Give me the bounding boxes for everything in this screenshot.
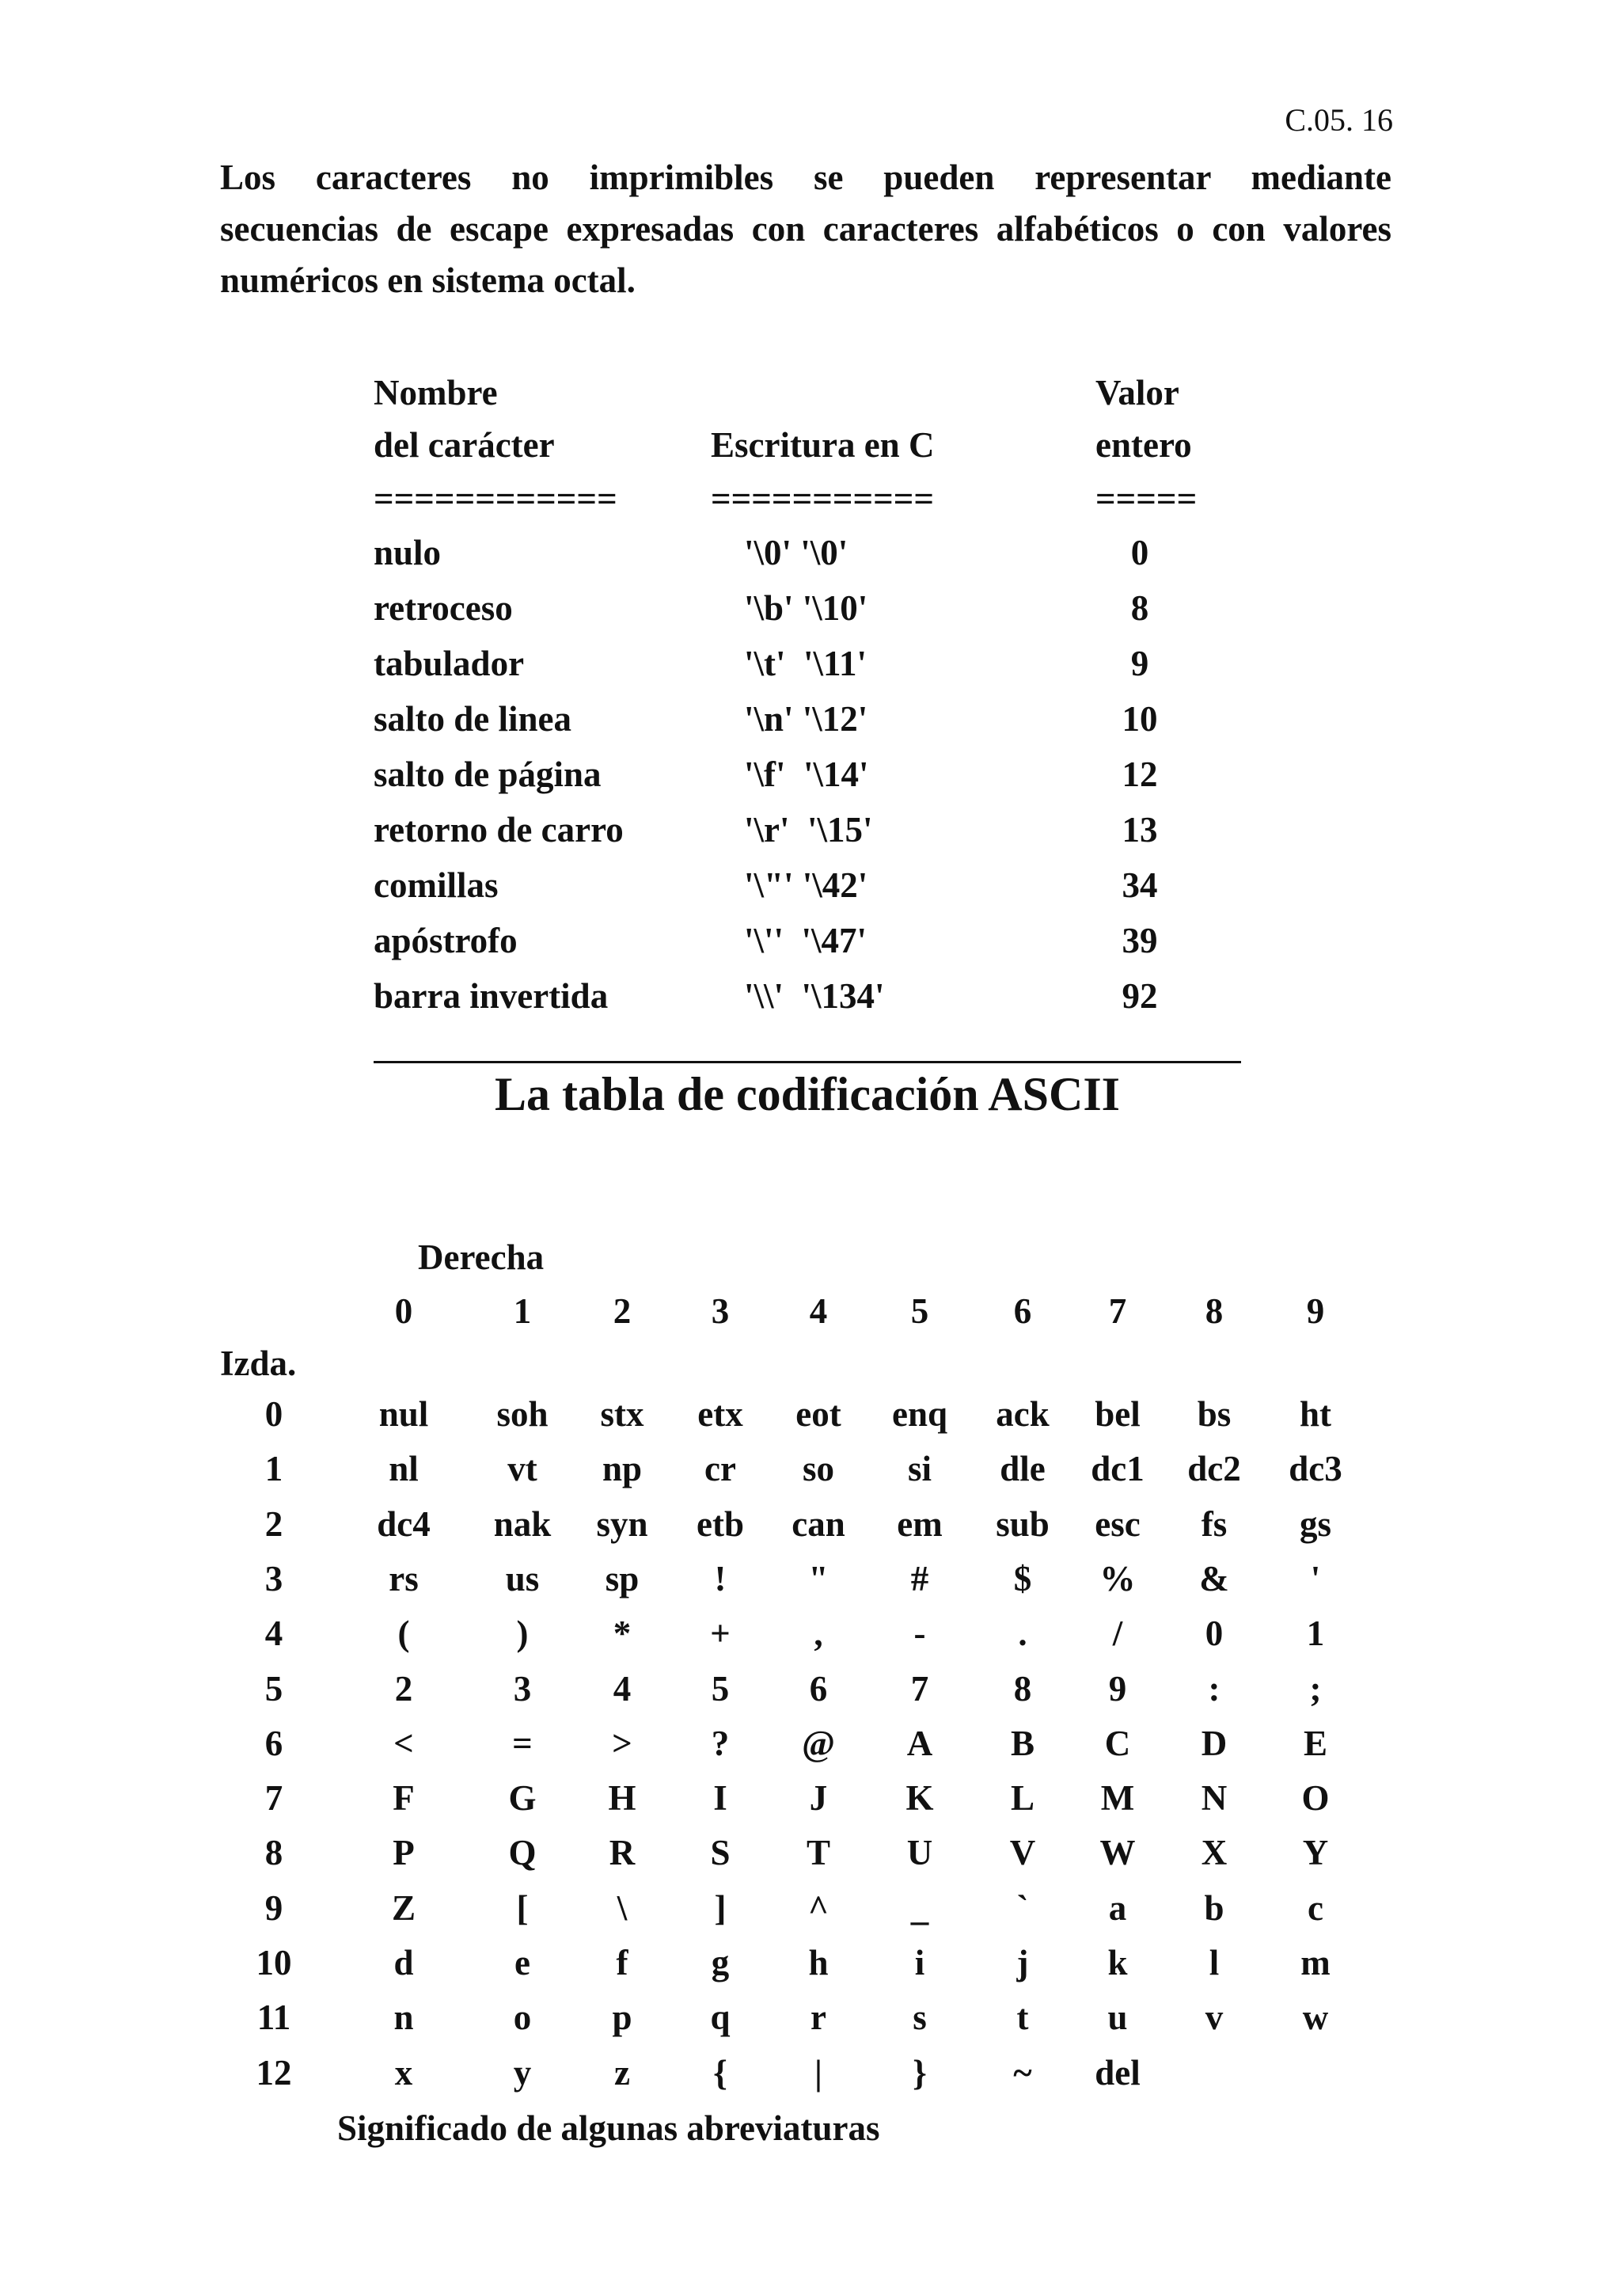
ascii-cell: 0 — [1205, 1614, 1224, 1653]
ascii-table-title: La tabla de codificación ASCII — [494, 1068, 1121, 1120]
header-separator: ===== — [1095, 479, 1198, 519]
ascii-cell: k — [1107, 1943, 1128, 1982]
escape-row-name: apóstrofo — [374, 921, 518, 960]
ascii-cell: < — [393, 1724, 414, 1763]
ascii-cell: stx — [600, 1394, 644, 1434]
ascii-cell: W — [1099, 1833, 1136, 1872]
ascii-cell: sub — [996, 1504, 1050, 1544]
ascii-cell: | — [814, 2053, 822, 2093]
ascii-cell: , — [814, 1614, 823, 1653]
ascii-cell: & — [1199, 1559, 1229, 1598]
intro-line: numéricos en sistema octal. — [220, 260, 636, 300]
escape-row-value: 92 — [1122, 976, 1158, 1016]
footer-caption: Significado de algunas abreviaturas — [337, 2108, 880, 2148]
header-name-line2: del carácter — [374, 425, 555, 465]
ascii-cell: Z — [391, 1888, 416, 1928]
ascii-cell: 8 — [1013, 1669, 1032, 1709]
escape-row-name: salto de linea — [374, 699, 572, 739]
page-number: C.05. 16 — [1285, 102, 1393, 138]
escape-row-value: 13 — [1122, 810, 1158, 850]
ascii-cell: f — [616, 1943, 628, 1982]
ascii-cell: 4 — [613, 1669, 632, 1709]
ascii-cell: G — [508, 1778, 537, 1818]
header-name-line1: Nombre — [374, 373, 498, 412]
ascii-cell: . — [1018, 1614, 1027, 1653]
ascii-cell: { — [713, 2053, 727, 2093]
escape-row-value: 8 — [1130, 588, 1149, 628]
escape-row-code: '\t' '\11' — [744, 644, 867, 683]
ascii-cell: dc4 — [377, 1504, 431, 1544]
ascii-cell: ) — [516, 1614, 529, 1653]
ascii-cell: u — [1107, 1998, 1128, 2037]
ascii-cell: g — [711, 1943, 730, 1982]
ascii-cell: @ — [802, 1724, 835, 1763]
ascii-cell: dc1 — [1091, 1449, 1145, 1488]
escape-row-name: retorno de carro — [374, 810, 624, 850]
ascii-cell: " — [808, 1559, 829, 1598]
ascii-cell: o — [513, 1998, 532, 2037]
intro-line: Los caracteres no imprimibles se pueden representar mediante — [220, 158, 1391, 197]
col-header: 8 — [1205, 1291, 1224, 1331]
row-header: 9 — [264, 1888, 283, 1928]
ascii-cell: i — [914, 1943, 925, 1982]
ascii-cell: c — [1308, 1888, 1323, 1928]
ascii-cell: 9 — [1108, 1669, 1127, 1709]
ascii-cell: t — [1016, 1998, 1029, 2037]
ascii-cell: ' — [1310, 1559, 1321, 1598]
ascii-cell: - — [913, 1614, 926, 1653]
escape-row-value: 10 — [1122, 699, 1158, 739]
ascii-cell: e — [514, 1943, 530, 1982]
header-value-line1: Valor — [1095, 373, 1179, 412]
ascii-cell: enq — [891, 1394, 948, 1434]
ascii-cell: l — [1209, 1943, 1220, 1982]
ascii-cell: q — [710, 1998, 731, 2037]
ascii-cell: E — [1303, 1724, 1327, 1763]
ascii-cell: sp — [605, 1559, 640, 1598]
ascii-cell: s — [913, 1998, 927, 2037]
ascii-cell: soh — [496, 1394, 549, 1434]
ascii-cell: r — [810, 1998, 826, 2037]
ascii-cell: x — [394, 2053, 413, 2093]
ascii-cell: dc2 — [1187, 1449, 1241, 1488]
ascii-cell: = — [512, 1724, 533, 1763]
ascii-cell: p — [612, 1998, 632, 2037]
row-header: 8 — [264, 1833, 283, 1872]
header-separator: ============ — [374, 479, 617, 519]
row-header: 1 — [264, 1449, 283, 1488]
ascii-cell: 7 — [910, 1669, 929, 1709]
ascii-cell: S — [710, 1833, 731, 1872]
ascii-cell: ht — [1299, 1394, 1331, 1434]
escape-row-name: retroceso — [374, 588, 513, 628]
col-header: 5 — [910, 1291, 929, 1331]
ascii-cell: ( — [397, 1614, 410, 1653]
ascii-cell: etb — [697, 1504, 744, 1544]
ascii-cell: * — [613, 1614, 632, 1653]
ascii-cell: X — [1201, 1833, 1228, 1872]
ascii-cell: Y — [1302, 1833, 1329, 1872]
ascii-cell: etx — [697, 1394, 743, 1434]
escape-row-value: 34 — [1122, 865, 1158, 905]
ascii-cell: F — [393, 1778, 415, 1818]
row-header-label: Izda. — [220, 1344, 297, 1383]
ascii-cell: np — [602, 1449, 643, 1488]
ascii-cell: [ — [516, 1888, 529, 1928]
row-header: 12 — [256, 2053, 292, 2093]
col-header: 1 — [513, 1291, 532, 1331]
ascii-cell: T — [806, 1833, 830, 1872]
ascii-cell: ! — [714, 1559, 727, 1598]
escape-row-value: 12 — [1122, 755, 1158, 794]
ascii-cell: R — [609, 1833, 636, 1872]
header-value-line2: entero — [1095, 425, 1192, 465]
intro-paragraph — [220, 152, 1391, 306]
ascii-cell: P — [393, 1833, 415, 1872]
horizontal-rule — [374, 1061, 1241, 1063]
ascii-cell: D — [1201, 1724, 1228, 1763]
ascii-cell: y — [513, 2053, 532, 2093]
escape-row-name: nulo — [374, 533, 442, 572]
ascii-cell: O — [1301, 1778, 1330, 1818]
ascii-cell: esc — [1095, 1504, 1141, 1544]
ascii-cell: K — [905, 1778, 934, 1818]
escape-row-name: salto de página — [374, 755, 602, 794]
ascii-cell: syn — [596, 1504, 648, 1544]
ascii-cell: L — [1010, 1778, 1034, 1818]
ascii-cell: V — [1009, 1833, 1036, 1872]
ascii-cell: + — [710, 1614, 731, 1653]
ascii-cell: # — [910, 1559, 929, 1598]
ascii-cell: ~ — [1013, 2053, 1032, 2093]
row-header: 2 — [264, 1504, 283, 1544]
ascii-cell: H — [608, 1778, 636, 1818]
ascii-cell: $ — [1013, 1559, 1032, 1598]
escape-row-value: 9 — [1130, 644, 1149, 683]
row-header: 5 — [264, 1669, 283, 1709]
ascii-cell: ack — [996, 1394, 1050, 1434]
header-code: Escritura en C — [711, 425, 935, 465]
ascii-cell: 3 — [513, 1669, 532, 1709]
ascii-cell: } — [913, 2053, 927, 2093]
ascii-cell: fs — [1201, 1504, 1228, 1544]
escape-row-name: comillas — [374, 865, 499, 905]
ascii-cell: 1 — [1306, 1614, 1325, 1653]
ascii-cell: m — [1300, 1943, 1331, 1982]
ascii-cell: J — [809, 1778, 828, 1818]
ascii-cell: > — [612, 1724, 632, 1763]
escape-row-code: '\b' '\10' — [744, 588, 868, 628]
ascii-cell: rs — [389, 1559, 419, 1598]
intro-line: secuencias de escape expresadas con caracteres alfabéticos o con valores — [220, 209, 1391, 249]
ascii-cell: gs — [1299, 1504, 1331, 1544]
ascii-cell: 2 — [394, 1669, 413, 1709]
col-header-label: Derecha — [418, 1237, 545, 1277]
col-header: 7 — [1108, 1291, 1127, 1331]
ascii-cell: em — [897, 1504, 943, 1544]
ascii-cell: ; — [1309, 1669, 1322, 1709]
ascii-cell: nak — [493, 1504, 552, 1544]
escape-row-value: 39 — [1122, 921, 1158, 960]
row-header: 6 — [264, 1724, 283, 1763]
row-header: 10 — [256, 1943, 292, 1982]
col-header: 3 — [711, 1291, 730, 1331]
ascii-cell: nul — [378, 1394, 429, 1434]
escape-row-code: '\\' '\134' — [744, 976, 885, 1016]
col-header: 4 — [809, 1291, 828, 1331]
ascii-cell: h — [808, 1943, 829, 1982]
col-header: 9 — [1306, 1291, 1325, 1331]
escape-row-code: '\0' '\0' — [744, 533, 848, 572]
escape-row-name: tabulador — [374, 644, 525, 683]
row-header: 3 — [264, 1559, 283, 1598]
escape-row-code: '\n' '\12' — [744, 699, 868, 739]
ascii-cell: can — [792, 1504, 845, 1544]
escape-row-code: '\f' '\14' — [744, 755, 869, 794]
ascii-cell: w — [1302, 1998, 1329, 2037]
ascii-cell: dle — [1000, 1449, 1046, 1488]
escape-row-code: '\"' '\42' — [744, 865, 868, 905]
ascii-cell: ] — [714, 1888, 727, 1928]
col-header: 0 — [394, 1291, 413, 1331]
header-separator: =========== — [711, 479, 935, 519]
ascii-cell: M — [1100, 1778, 1135, 1818]
ascii-cell: bel — [1095, 1394, 1141, 1434]
ascii-cell: dc3 — [1289, 1449, 1342, 1488]
ascii-cell: z — [614, 2053, 630, 2093]
ascii-cell: I — [713, 1778, 727, 1818]
ascii-cell: us — [505, 1559, 540, 1598]
ascii-cell: ` — [1016, 1888, 1029, 1928]
ascii-cell: : — [1208, 1669, 1220, 1709]
ascii-cell: A — [906, 1724, 933, 1763]
ascii-cell: v — [1205, 1998, 1224, 2037]
row-header: 11 — [256, 1998, 291, 2037]
ascii-cell: % — [1099, 1559, 1136, 1598]
ascii-cell: B — [1010, 1724, 1034, 1763]
ascii-cell: ? — [711, 1724, 730, 1763]
ascii-cell: d — [393, 1943, 414, 1982]
ascii-cell: U — [906, 1833, 933, 1872]
ascii-cell: n — [393, 1998, 414, 2037]
escape-row-code: '\r' '\15' — [744, 810, 873, 850]
ascii-cell: bs — [1197, 1394, 1232, 1434]
ascii-cell: del — [1095, 2053, 1141, 2093]
row-header: 0 — [264, 1394, 283, 1434]
ascii-cell: Q — [508, 1833, 537, 1872]
ascii-cell: b — [1204, 1888, 1224, 1928]
ascii-cell: si — [907, 1449, 932, 1488]
col-header: 6 — [1013, 1291, 1032, 1331]
escape-row-value: 0 — [1130, 533, 1149, 572]
ascii-cell: vt — [507, 1449, 537, 1488]
ascii-cell: a — [1108, 1888, 1127, 1928]
ascii-cell: 5 — [711, 1669, 730, 1709]
ascii-cell: eot — [795, 1394, 841, 1434]
ascii-cell: cr — [704, 1449, 736, 1488]
ascii-cell: 6 — [809, 1669, 828, 1709]
ascii-cell: C — [1104, 1724, 1131, 1763]
ascii-cell: / — [1112, 1614, 1123, 1653]
col-header: 2 — [613, 1291, 632, 1331]
escape-row-code: '\'' '\47' — [744, 921, 867, 960]
ascii-cell: N — [1201, 1778, 1228, 1818]
ascii-cell: so — [802, 1449, 834, 1488]
ascii-cell: ^ — [807, 1888, 829, 1928]
ascii-cell: _ — [910, 1888, 929, 1928]
row-header: 4 — [264, 1614, 283, 1653]
escape-row-name: barra invertida — [374, 976, 609, 1016]
row-header: 7 — [264, 1778, 283, 1818]
ascii-cell: nl — [389, 1449, 419, 1488]
ascii-cell: \ — [617, 1888, 628, 1928]
ascii-cell: j — [1016, 1943, 1029, 1982]
